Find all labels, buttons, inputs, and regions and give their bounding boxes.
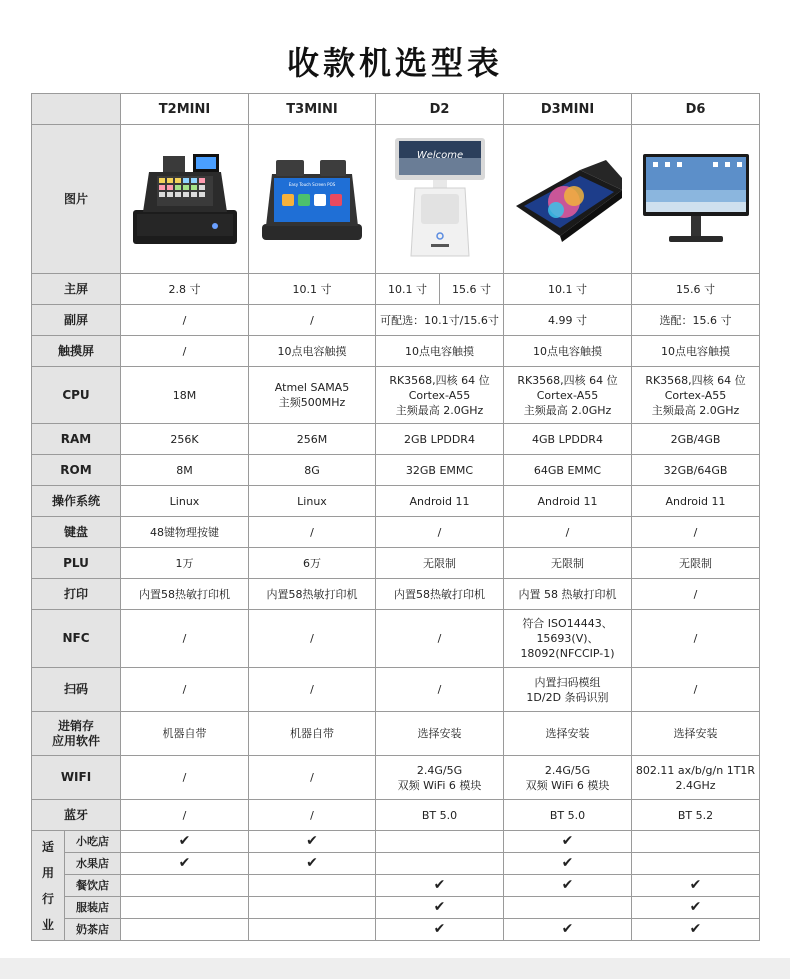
check-icon: ✔ bbox=[504, 831, 632, 853]
spec-row: 触摸屏 / 10点电容触摸 10点电容触摸 10点电容触摸 10点电容触摸 bbox=[32, 336, 760, 367]
monitor-pos-image bbox=[641, 150, 751, 248]
check-icon: ✔ bbox=[376, 897, 504, 919]
industry-row: 适 用 行 业 小吃店 ✔ ✔ ✔ bbox=[32, 831, 760, 853]
row-label-image: 图片 bbox=[32, 125, 121, 274]
spec-row: NFC / / / 符合 ISO14443、 15693(V)、 18092(NFCCIP-1) / bbox=[32, 610, 760, 668]
spec-row: ROM 8M 8G 32GB EMMC 64GB EMMC 32GB/64GB bbox=[32, 455, 760, 486]
industry-row: 水果店 ✔ ✔ ✔ bbox=[32, 853, 760, 875]
spec-row: 副屏 / / 可配选：10.1寸/15.6寸 4.99 寸 选配：15.6 寸 bbox=[32, 305, 760, 336]
header-row bbox=[32, 94, 760, 125]
check-icon bbox=[249, 875, 376, 897]
check-icon: ✔ bbox=[376, 875, 504, 897]
check-icon: ✔ bbox=[121, 831, 249, 853]
check-icon: ✔ bbox=[121, 853, 249, 875]
check-icon: ✔ bbox=[504, 875, 632, 897]
check-icon bbox=[121, 919, 249, 941]
industry-label: 适 用 行 业 bbox=[32, 831, 65, 941]
image-cell-d6 bbox=[632, 125, 760, 274]
check-icon: ✔ bbox=[504, 853, 632, 875]
check-icon: ✔ bbox=[249, 853, 376, 875]
spec-row: 打印 内置58热敏打印机 内置58热敏打印机 内置58热敏打印机 内置 58 热敏打印机 / bbox=[32, 579, 760, 610]
check-icon bbox=[376, 831, 504, 853]
corner-cell bbox=[32, 94, 121, 125]
industry-row: 餐饮店 ✔ ✔ ✔ bbox=[32, 875, 760, 897]
comparison-table bbox=[31, 93, 760, 941]
model-header: T3MINI bbox=[249, 94, 376, 125]
check-icon bbox=[121, 875, 249, 897]
spec-row: PLU 1万 6万 无限制 无限制 无限制 bbox=[32, 548, 760, 579]
cash-register-image bbox=[129, 150, 241, 248]
image-cell-d2 bbox=[376, 125, 504, 274]
svg-text:Easy Touch Screen POS: Easy Touch Screen POS bbox=[288, 182, 336, 187]
model-header: D3MINI bbox=[504, 94, 632, 125]
check-icon bbox=[249, 919, 376, 941]
spec-row: 主屏 2.8 寸 10.1 寸 10.1 寸 15.6 寸 10.1 寸 15.6 寸 bbox=[32, 274, 760, 305]
model-header: D2 bbox=[376, 94, 504, 125]
industry-row: 服装店 ✔ ✔ bbox=[32, 897, 760, 919]
image-cell-t2mini bbox=[121, 125, 249, 274]
check-icon: ✔ bbox=[632, 875, 760, 897]
dual-screen-pos-image bbox=[385, 136, 495, 262]
page-title: 收款机选型表 bbox=[286, 44, 503, 82]
check-icon bbox=[632, 853, 760, 875]
check-icon bbox=[504, 897, 632, 919]
spec-row: 键盘 48键物理按键 / / / / bbox=[32, 517, 760, 548]
check-icon: ✔ bbox=[249, 831, 376, 853]
model-header: T2MINI bbox=[121, 94, 249, 125]
industry-row: 奶茶店 ✔ ✔ ✔ bbox=[32, 919, 760, 941]
check-icon bbox=[376, 853, 504, 875]
check-icon: ✔ bbox=[504, 919, 632, 941]
spec-row: CPU 18M Atmel SAMA5 主频500MHz RK3568,四核 64 位 Cortex-A55 主频最高 2.0GHz RK3568,四核 64 位 Cortex-A55 主频最高 2.0GHz RK3568,四核 64 位 Cortex-A55 主频最高 2.0GHz bbox=[32, 367, 760, 424]
check-icon bbox=[121, 897, 249, 919]
check-icon bbox=[249, 897, 376, 919]
check-icon bbox=[632, 831, 760, 853]
spec-row: RAM 256K 256M 2GB LPDDR4 4GB LPDDR4 2GB/4GB bbox=[32, 424, 760, 455]
spec-row: WIFI / / 2.4G/5G 双频 WiFi 6 模块 2.4G/5G 双频 WiFi 6 模块 802.11 ax/b/g/n 1T1R 2.4GHz bbox=[32, 756, 760, 800]
model-header: D6 bbox=[632, 94, 760, 125]
spec-row: 操作系统 Linux Linux Android 11 Android 11 Android 11 bbox=[32, 486, 760, 517]
svg-text:Welcome: Welcome bbox=[416, 150, 463, 161]
check-icon: ✔ bbox=[632, 919, 760, 941]
check-icon: ✔ bbox=[376, 919, 504, 941]
tablet-pos-image bbox=[510, 150, 626, 248]
spec-row: 进销存 应用软件 机器自带 机器自带 选择安装 选择安装 选择安装 bbox=[32, 712, 760, 756]
check-icon: ✔ bbox=[632, 897, 760, 919]
image-cell-d3mini bbox=[504, 125, 632, 274]
image-cell-t3mini bbox=[249, 125, 376, 274]
touch-register-image bbox=[256, 150, 368, 248]
spec-row: 蓝牙 / / BT 5.0 BT 5.0 BT 5.2 bbox=[32, 800, 760, 831]
page-bottom-band bbox=[0, 958, 790, 979]
spec-row: 扫码 / / / 内置扫码模组 1D/2D 条码识别 / bbox=[32, 668, 760, 712]
image-row bbox=[32, 125, 760, 274]
